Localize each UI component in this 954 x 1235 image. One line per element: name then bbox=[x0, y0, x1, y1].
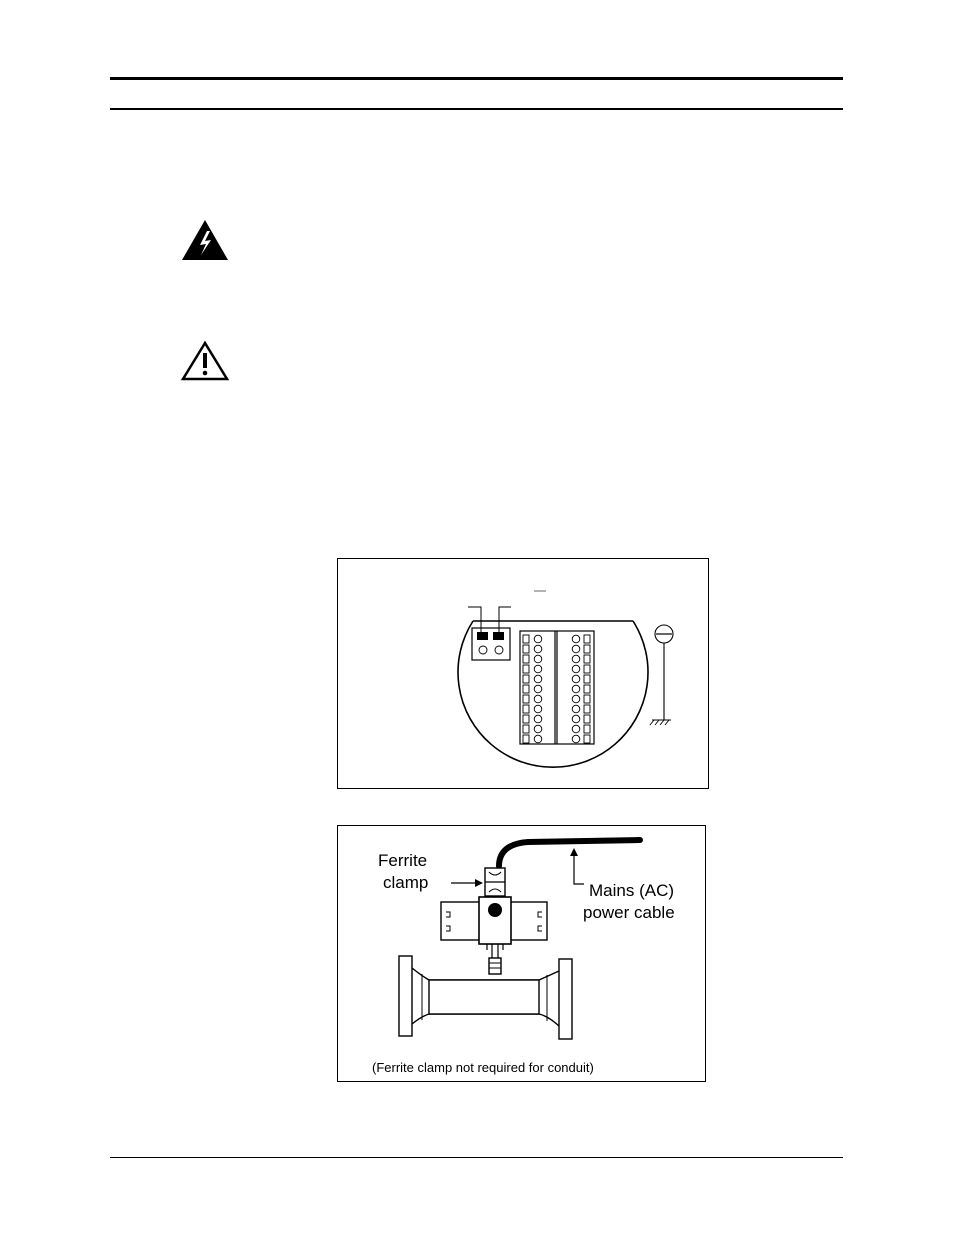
terminal-slot bbox=[584, 705, 590, 713]
terminal-slot bbox=[523, 695, 529, 703]
terminal-screw bbox=[572, 715, 580, 723]
ferrite-label-line2: clamp bbox=[383, 873, 429, 892]
terminal-screw bbox=[534, 665, 542, 673]
terminal-slot bbox=[584, 675, 590, 683]
terminal-screw bbox=[572, 725, 580, 733]
terminal-screw bbox=[534, 715, 542, 723]
terminal-screw bbox=[534, 675, 542, 683]
terminal-screw bbox=[572, 695, 580, 703]
stem-nut bbox=[489, 958, 501, 974]
header-rule-thick bbox=[110, 77, 843, 80]
terminal-screw bbox=[534, 725, 542, 733]
inlet-flange bbox=[399, 956, 412, 1036]
terminal-screw bbox=[534, 635, 542, 643]
terminal-screw bbox=[534, 655, 542, 663]
high-voltage-warning-icon bbox=[180, 218, 230, 267]
terminal-slot bbox=[584, 725, 590, 733]
terminal-slot bbox=[523, 675, 529, 683]
terminal-screw bbox=[572, 655, 580, 663]
terminal-screw bbox=[572, 665, 580, 673]
terminal-board-diagram bbox=[337, 558, 709, 789]
terminal-screw bbox=[534, 705, 542, 713]
header-rule-thin bbox=[110, 108, 843, 110]
terminal-slot bbox=[523, 645, 529, 653]
cable-arrow bbox=[570, 848, 578, 856]
terminal-screw bbox=[572, 645, 580, 653]
terminal-screw bbox=[572, 735, 580, 743]
terminal-slot bbox=[523, 655, 529, 663]
terminal-slot bbox=[584, 635, 590, 643]
terminal-slot bbox=[523, 665, 529, 673]
terminal-screw bbox=[572, 675, 580, 683]
power-cable bbox=[499, 840, 640, 866]
terminal-slot bbox=[523, 685, 529, 693]
terminal-screw bbox=[534, 685, 542, 693]
terminal-slot bbox=[523, 715, 529, 723]
terminal-slot bbox=[584, 695, 590, 703]
terminal-screw bbox=[534, 735, 542, 743]
terminal-slot bbox=[584, 715, 590, 723]
cable-label-line2: power cable bbox=[583, 903, 675, 922]
terminal-screw bbox=[572, 685, 580, 693]
ferrite-clamp-diagram bbox=[337, 825, 706, 1082]
outlet-flange bbox=[559, 959, 572, 1039]
terminal-slot bbox=[584, 685, 590, 693]
cable-label-line1: Mains (AC) bbox=[589, 881, 675, 900]
terminal-slot bbox=[523, 725, 529, 733]
terminal-slot bbox=[584, 655, 590, 663]
terminal-slot bbox=[584, 735, 590, 743]
housing-right-cap bbox=[509, 902, 547, 940]
terminal-slot bbox=[523, 735, 529, 743]
terminal-slot bbox=[523, 705, 529, 713]
footer-rule bbox=[110, 1157, 843, 1158]
terminal-screw bbox=[572, 635, 580, 643]
ferrite-note: (Ferrite clamp not required for conduit) bbox=[372, 1060, 594, 1075]
terminal-slot bbox=[584, 645, 590, 653]
terminal-slot bbox=[584, 665, 590, 673]
terminal-screw bbox=[534, 695, 542, 703]
terminal-screw bbox=[572, 705, 580, 713]
flow-tube bbox=[429, 980, 539, 1014]
terminal-slot bbox=[523, 635, 529, 643]
caution-exclamation-icon bbox=[180, 340, 230, 387]
ferrite-arrow bbox=[475, 879, 483, 887]
terminal-screw bbox=[534, 645, 542, 653]
ferrite-label-line1: Ferrite bbox=[378, 851, 428, 870]
housing-left-cap bbox=[441, 902, 481, 940]
